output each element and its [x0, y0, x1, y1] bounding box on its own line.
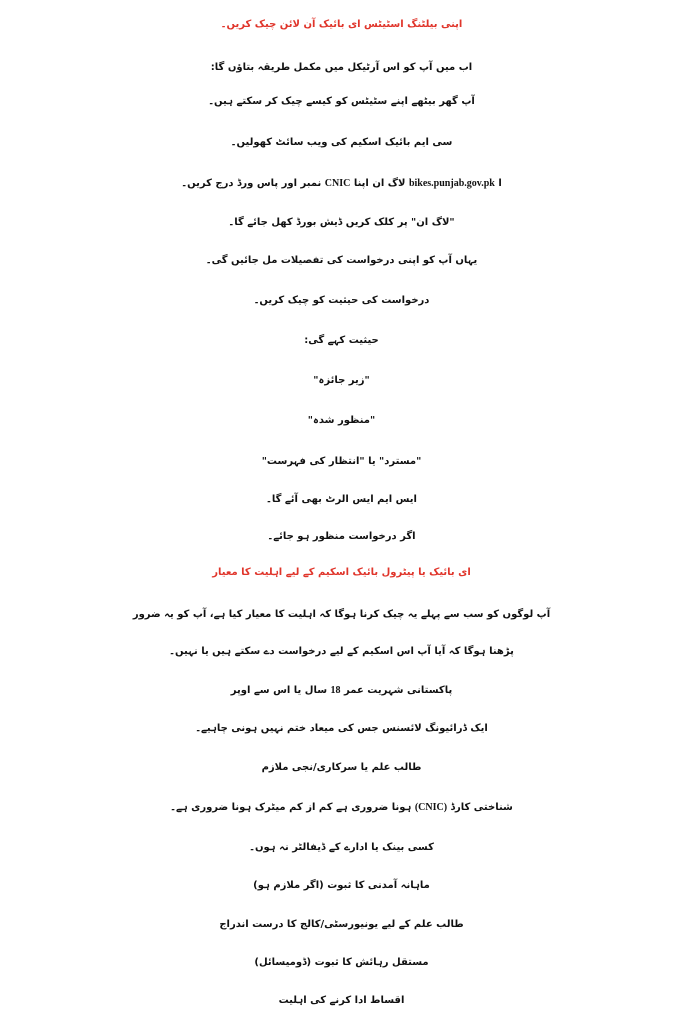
text-fragment: ا [498, 178, 502, 189]
website-login-line [0, 172, 683, 196]
text-line: "لاگ ان" پر کلک کریں ڈیش بورڈ کھل جائے گا۔ [228, 217, 455, 228]
text-line: اقساط ادا کرنے کی اہلیت [278, 995, 405, 1006]
text-line: درخواست کی حیثیت کو چیک کریں۔ [253, 295, 430, 306]
text-line: ایک ڈرائیونگ لائسنس جس کی میعاد ختم نہیں ہونی چاہیے۔ [195, 723, 488, 734]
text-line: کسی بینک یا ادارے کے ڈیفالٹر نہ ہوں۔ [249, 842, 434, 853]
age-number: 18 [330, 685, 341, 696]
text-line: ماہانہ آمدنی کا ثبوت (اگر ملازم ہو) [253, 880, 430, 891]
website-address: bikes.punjab.gov.pk [408, 178, 495, 189]
status-under-review: "زیر جائزہ" [313, 375, 370, 386]
text-line: طالب علم یا سرکاری/نجی ملازم [261, 762, 422, 773]
text-line: حیثیت کہے گی: [304, 335, 379, 346]
text-line: آپ لوگوں کو سب سے پہلے یہ چیک کرنا ہوگا کہ اہلیت کا معیار کیا ہے، آپ کو یہ ضرور [132, 609, 551, 620]
text-line: پڑھنا ہوگا کہ آیا آپ اس اسکیم کے لیے درخواست دے سکتے ہیں یا نہیں۔ [169, 646, 514, 657]
status-rejected-or-waitlist: "مسترد" یا "انتظار کی فہرست" [261, 456, 422, 467]
text-line: اگر درخواست منظور ہو جائے۔ [267, 531, 416, 542]
cnic-term: (CNIC) [414, 802, 448, 813]
cnic-term: CNIC [324, 178, 351, 189]
cnic-requirement-line [0, 796, 683, 820]
text-fragment: پاکستانی شہریت عمر [344, 685, 453, 696]
text-line: یہاں آپ کو اپنی درخواست کی تفصیلات مل جائیں گی۔ [205, 255, 478, 266]
text-line: طالب علم کے لیے یونیورسٹی/کالج کا درست اندراج [219, 919, 464, 930]
text-line: سی ایم بائیک اسکیم کی ویب سائٹ کھولیں۔ [230, 137, 453, 148]
text-fragment: ہونا ضروری ہے کم از کم میٹرک ہونا ضروری ہے۔ [170, 802, 412, 813]
text-line: مستقل رہائش کا ثبوت (ڈومیسائل) [254, 957, 429, 968]
text-line: اب میں آپ کو اس آرٹیکل میں مکمل طریقہ بتاؤں گا: [210, 62, 473, 73]
status-approved: "منظور شدہ" [307, 415, 376, 426]
text-line: آپ گھر بیٹھے اپنے سٹیٹس کو کیسے چیک کر سکتے ہیں۔ [208, 96, 475, 107]
section-heading-eligibility: ای بائیک یا پیٹرول بائیک اسکیم کے لیے اہلیت کا معیار [212, 567, 471, 578]
age-requirement-line [0, 679, 683, 703]
text-fragment: نمبر اور پاس ورڈ درج کریں۔ [181, 178, 322, 189]
text-line: ایس ایم ایس الرٹ بھی آئے گا۔ [266, 494, 417, 505]
text-fragment: سال یا اس سے اوپر [230, 685, 328, 696]
text-fragment: شناختی کارڈ [450, 802, 513, 813]
text-fragment: لاگ ان اپنا [353, 178, 406, 189]
section-heading-check-status: اپنی بیلٹنگ اسٹیٹس ای بائیک آن لائن چیک کریں۔ [220, 19, 463, 30]
